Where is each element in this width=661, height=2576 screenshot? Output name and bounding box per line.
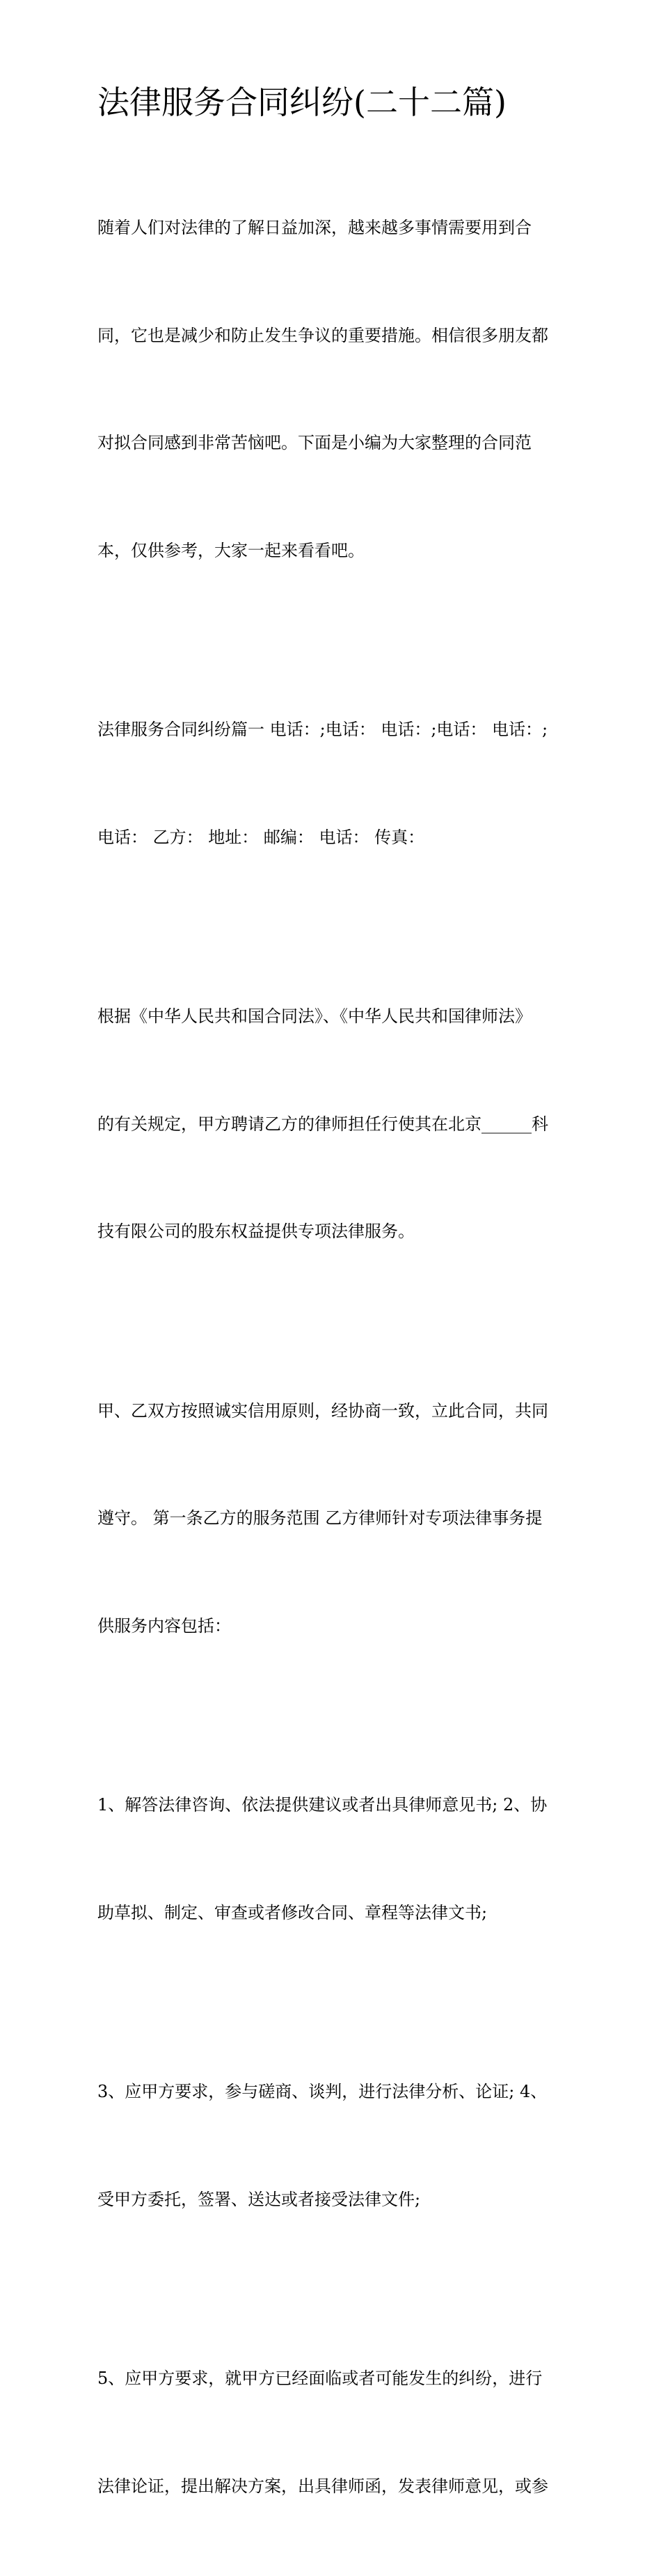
text-line: 本，仅供参考，大家一起来看看吧。 [97,540,365,560]
text-line: 同，它也是减少和防止发生争议的重要措施。相信很多朋友都 [97,325,548,345]
text-line: 3、应甲方要求，参与磋商、谈判，进行法律分析、论证; 4、 [97,2082,548,2101]
text-line: 助草拟、制定、审查或者修改合同、章程等法律文书; [97,1902,488,1922]
intro-paragraph [97,139,571,640]
contact-paragraph [97,640,571,927]
text-line: 技有限公司的股东权益提供专项法律服务。 [97,1222,415,1241]
text-line: 供服务内容包括： [97,1615,231,1636]
text-line: 受甲方委托，签署、送达或者接受法律文件; [97,2189,421,2209]
service-item-paragraph [97,1716,571,2002]
service-item-paragraph [97,2002,571,2289]
text-line: 电话： 乙方： 地址： 邮编： 电话： 传真： [97,827,425,847]
text-line: 根据《中华人民共和国合同法》、《中华人民共和国律师法》 [97,1006,532,1026]
text-line: 1、解答法律咨询、依法提供建议或者出具律师意见书; 2、协 [97,1795,548,1815]
document-title: 法律服务合同纠纷(二十二篇) [97,84,507,121]
text-line: 法律服务合同纠纷篇一 电话：;电话： 电话：;电话： 电话：; [97,720,548,739]
text-line: 5、应甲方要求，就甲方已经面临或者可能发生的纠纷，进行 [97,2369,543,2388]
text-line: 法律论证，提出解决方案，出具律师函，发表律师意见，或参 [97,2476,548,2496]
text-line: 对拟合同感到非常苦恼吧。下面是小编为大家整理的合同范 [97,433,532,452]
agreement-paragraph [97,1322,571,1716]
text-line: 遵守。 第一条乙方的服务范围 乙方律师针对专项法律事务提 [97,1508,543,1528]
text-line: 的有关规定，甲方聘请乙方的律师担任行使其在北京______科 [97,1114,548,1134]
text-line: 随着人们对法律的了解日益加深，越来越多事情需要用到合 [97,218,532,237]
text-line: 甲、乙双方按照诚实信用原则，经协商一致，立此合同，共同 [97,1400,548,1421]
document-body [97,139,571,2576]
basis-paragraph [97,927,571,1322]
service-item-paragraph [97,2289,571,2576]
